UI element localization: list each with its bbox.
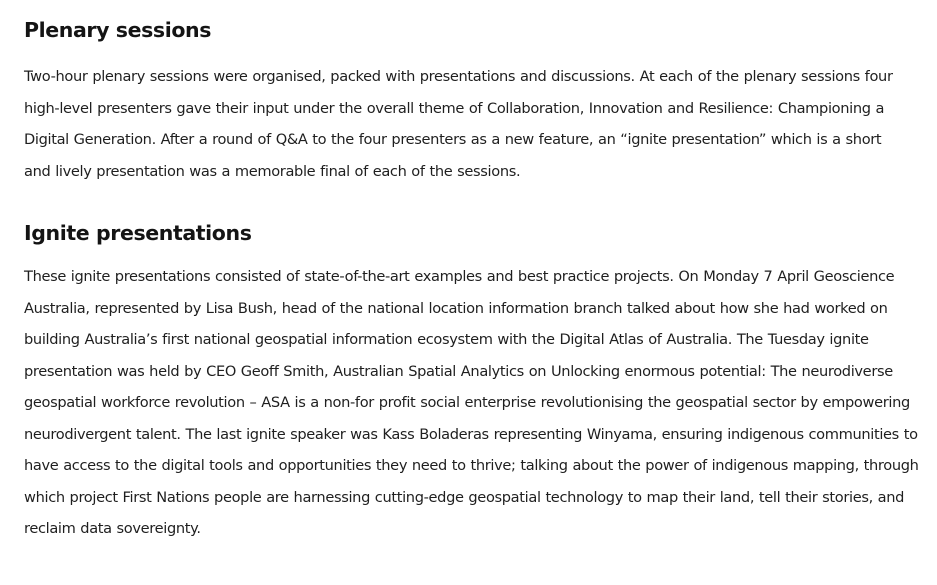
section-paragraph-plenary-sessions: Two-hour plenary sessions were organised, packed with presentations and discussions. At each of the plenary sessions four high-level presenters gave their input under the overall theme of Collaboration, Innovation and Resilience: Championing a Digital Generation. After a round of Q&A to the four presenters as a new feature, an “ignite presentation” which is a short and lively presentation was a memorable final of each of the sessions.: [24, 68, 893, 180]
section-paragraph-ignite-presentations: These ignite presentations consisted of state-of-the-art examples and best practice projects. On Monday 7 April Geoscience Australia, represented by Lisa Bush, head of the national location information branch talked about how she had worked on building Australia’s first national geospatial information ecosystem with the Digital Atlas of Australia. The Tuesday ignite presentation was held by CEO Geoff Smith, Australian Spatial Analytics on Unlocking enormous potential: The neurodiverse geospatial workforce revolution – ASA is a non-for profit social enterprise revolutionising the geospatial sector by empowering neurodivergent talent. The last ignite speaker was Kass Boladeras representing Winyama, ensuring indigenous communities to have access to the digital tools and opportunities they need to thrive; talking about the power of indigenous mapping, through which project First Nations people are harnessing cutting-edge geospatial technology to map their land, tell their stories, and reclaim data sovereignty.: [24, 268, 919, 537]
section-heading-plenary-sessions: Plenary sessions: [24, 18, 212, 42]
section-heading-ignite-presentations: Ignite presentations: [24, 221, 252, 245]
